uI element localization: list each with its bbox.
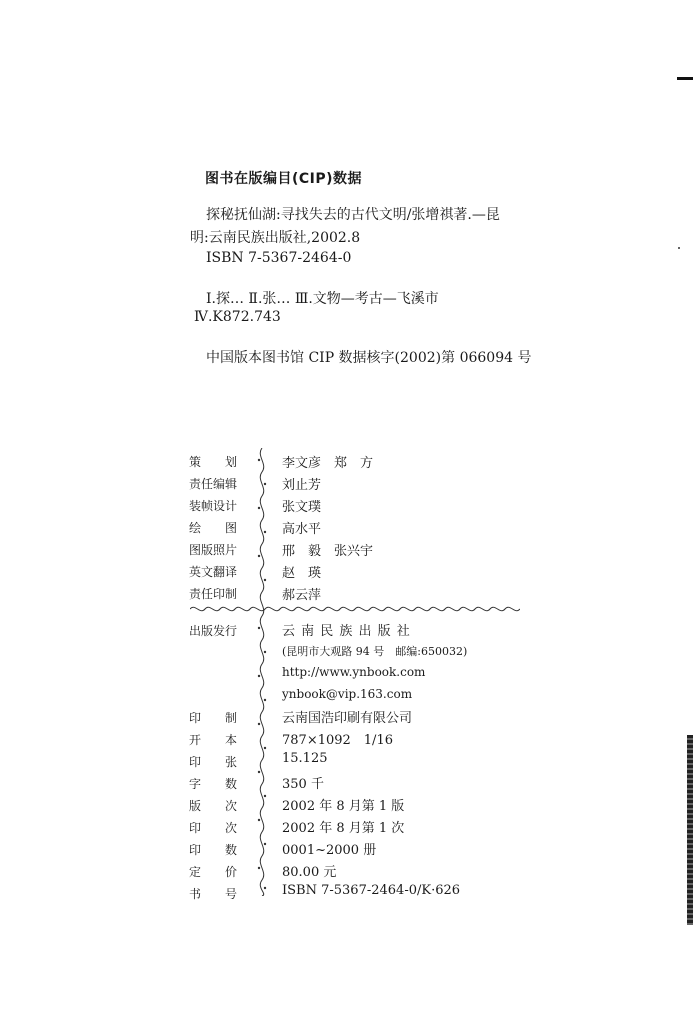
credit-label-planning: 策 划	[189, 455, 238, 469]
spec-value-sheets: 15.125	[282, 751, 328, 766]
credit-label-printing: 责任印制	[189, 587, 238, 601]
credit-value-design: 张文璞	[282, 500, 322, 515]
cip-line-title: 探秘抚仙湖:寻找失去的古代文明/张增祺著.—昆	[206, 207, 500, 223]
publisher-address: (昆明市大观路 94 号 邮编:650032)	[282, 645, 468, 658]
credit-label-design: 装帧设计	[189, 499, 238, 513]
credit-label-drawing: 绘 图	[189, 521, 238, 535]
vine-ornament	[253, 448, 271, 896]
credit-value-editor: 刘止芳	[282, 478, 322, 493]
credit-label-photos: 图版照片	[189, 543, 238, 557]
cip-line-classification: Ⅳ.K872.743	[194, 309, 281, 325]
spec-value-price: 80.00 元	[282, 865, 337, 880]
publisher-email: ynbook@vip.163.com	[282, 687, 413, 701]
credit-value-translation: 赵 瑛	[282, 566, 322, 581]
spec-label-word-count: 字 数	[189, 777, 238, 791]
spec-label-printer: 印 制	[189, 711, 238, 725]
spec-value-book-number: ISBN 7-5367-2464-0/K·626	[282, 883, 461, 898]
credit-value-photos: 邢 毅 张兴宇	[282, 544, 374, 559]
scan-binding-edge	[687, 735, 693, 925]
spec-value-word-count: 350 千	[282, 777, 324, 792]
publisher-label: 出版发行	[189, 624, 238, 638]
spec-value-impression: 2002 年 8 月第 1 次	[282, 821, 405, 836]
cip-line-publisher: 明:云南民族出版社,2002.8	[190, 230, 361, 246]
scan-edge-mark	[677, 77, 693, 80]
spec-value-format: 787×1092 1/16	[282, 733, 393, 748]
spec-label-impression: 印 次	[189, 821, 238, 835]
spec-value-edition: 2002 年 8 月第 1 版	[282, 799, 405, 814]
credit-label-translation: 英文翻译	[189, 565, 238, 579]
spec-label-sheets: 印 张	[189, 755, 238, 769]
spec-value-print-run: 0001~2000 册	[282, 843, 377, 858]
cip-line-subject: Ⅰ.探… Ⅱ.张… Ⅲ.文物—考古—飞溪市	[206, 291, 439, 307]
credit-value-planning: 李文彦 郑 方	[282, 456, 374, 471]
cip-line-isbn: ISBN 7-5367-2464-0	[206, 250, 352, 266]
divider-ornament	[190, 603, 520, 615]
cip-title: 图书在版编目(CIP)数据	[205, 171, 363, 187]
publisher-website: http://www.ynbook.com	[282, 665, 426, 679]
spec-label-price: 定 价	[189, 865, 238, 879]
credit-value-printing: 郝云萍	[282, 588, 322, 603]
spec-label-format: 开 本	[189, 733, 238, 747]
spec-value-printer: 云南国浩印刷有限公司	[282, 711, 413, 726]
credit-label-editor: 责任编辑	[189, 477, 238, 491]
cip-line-record-number: 中国版本图书馆 CIP 数据核字(2002)第 066094 号	[206, 350, 532, 366]
spec-label-edition: 版 次	[189, 799, 238, 813]
credit-value-drawing: 高水平	[282, 522, 322, 537]
scan-speck	[678, 247, 680, 249]
publisher-name: 云 南 民 族 出 版 社	[282, 624, 411, 639]
spec-label-print-run: 印 数	[189, 843, 238, 857]
spec-label-book-number: 书 号	[189, 887, 238, 901]
